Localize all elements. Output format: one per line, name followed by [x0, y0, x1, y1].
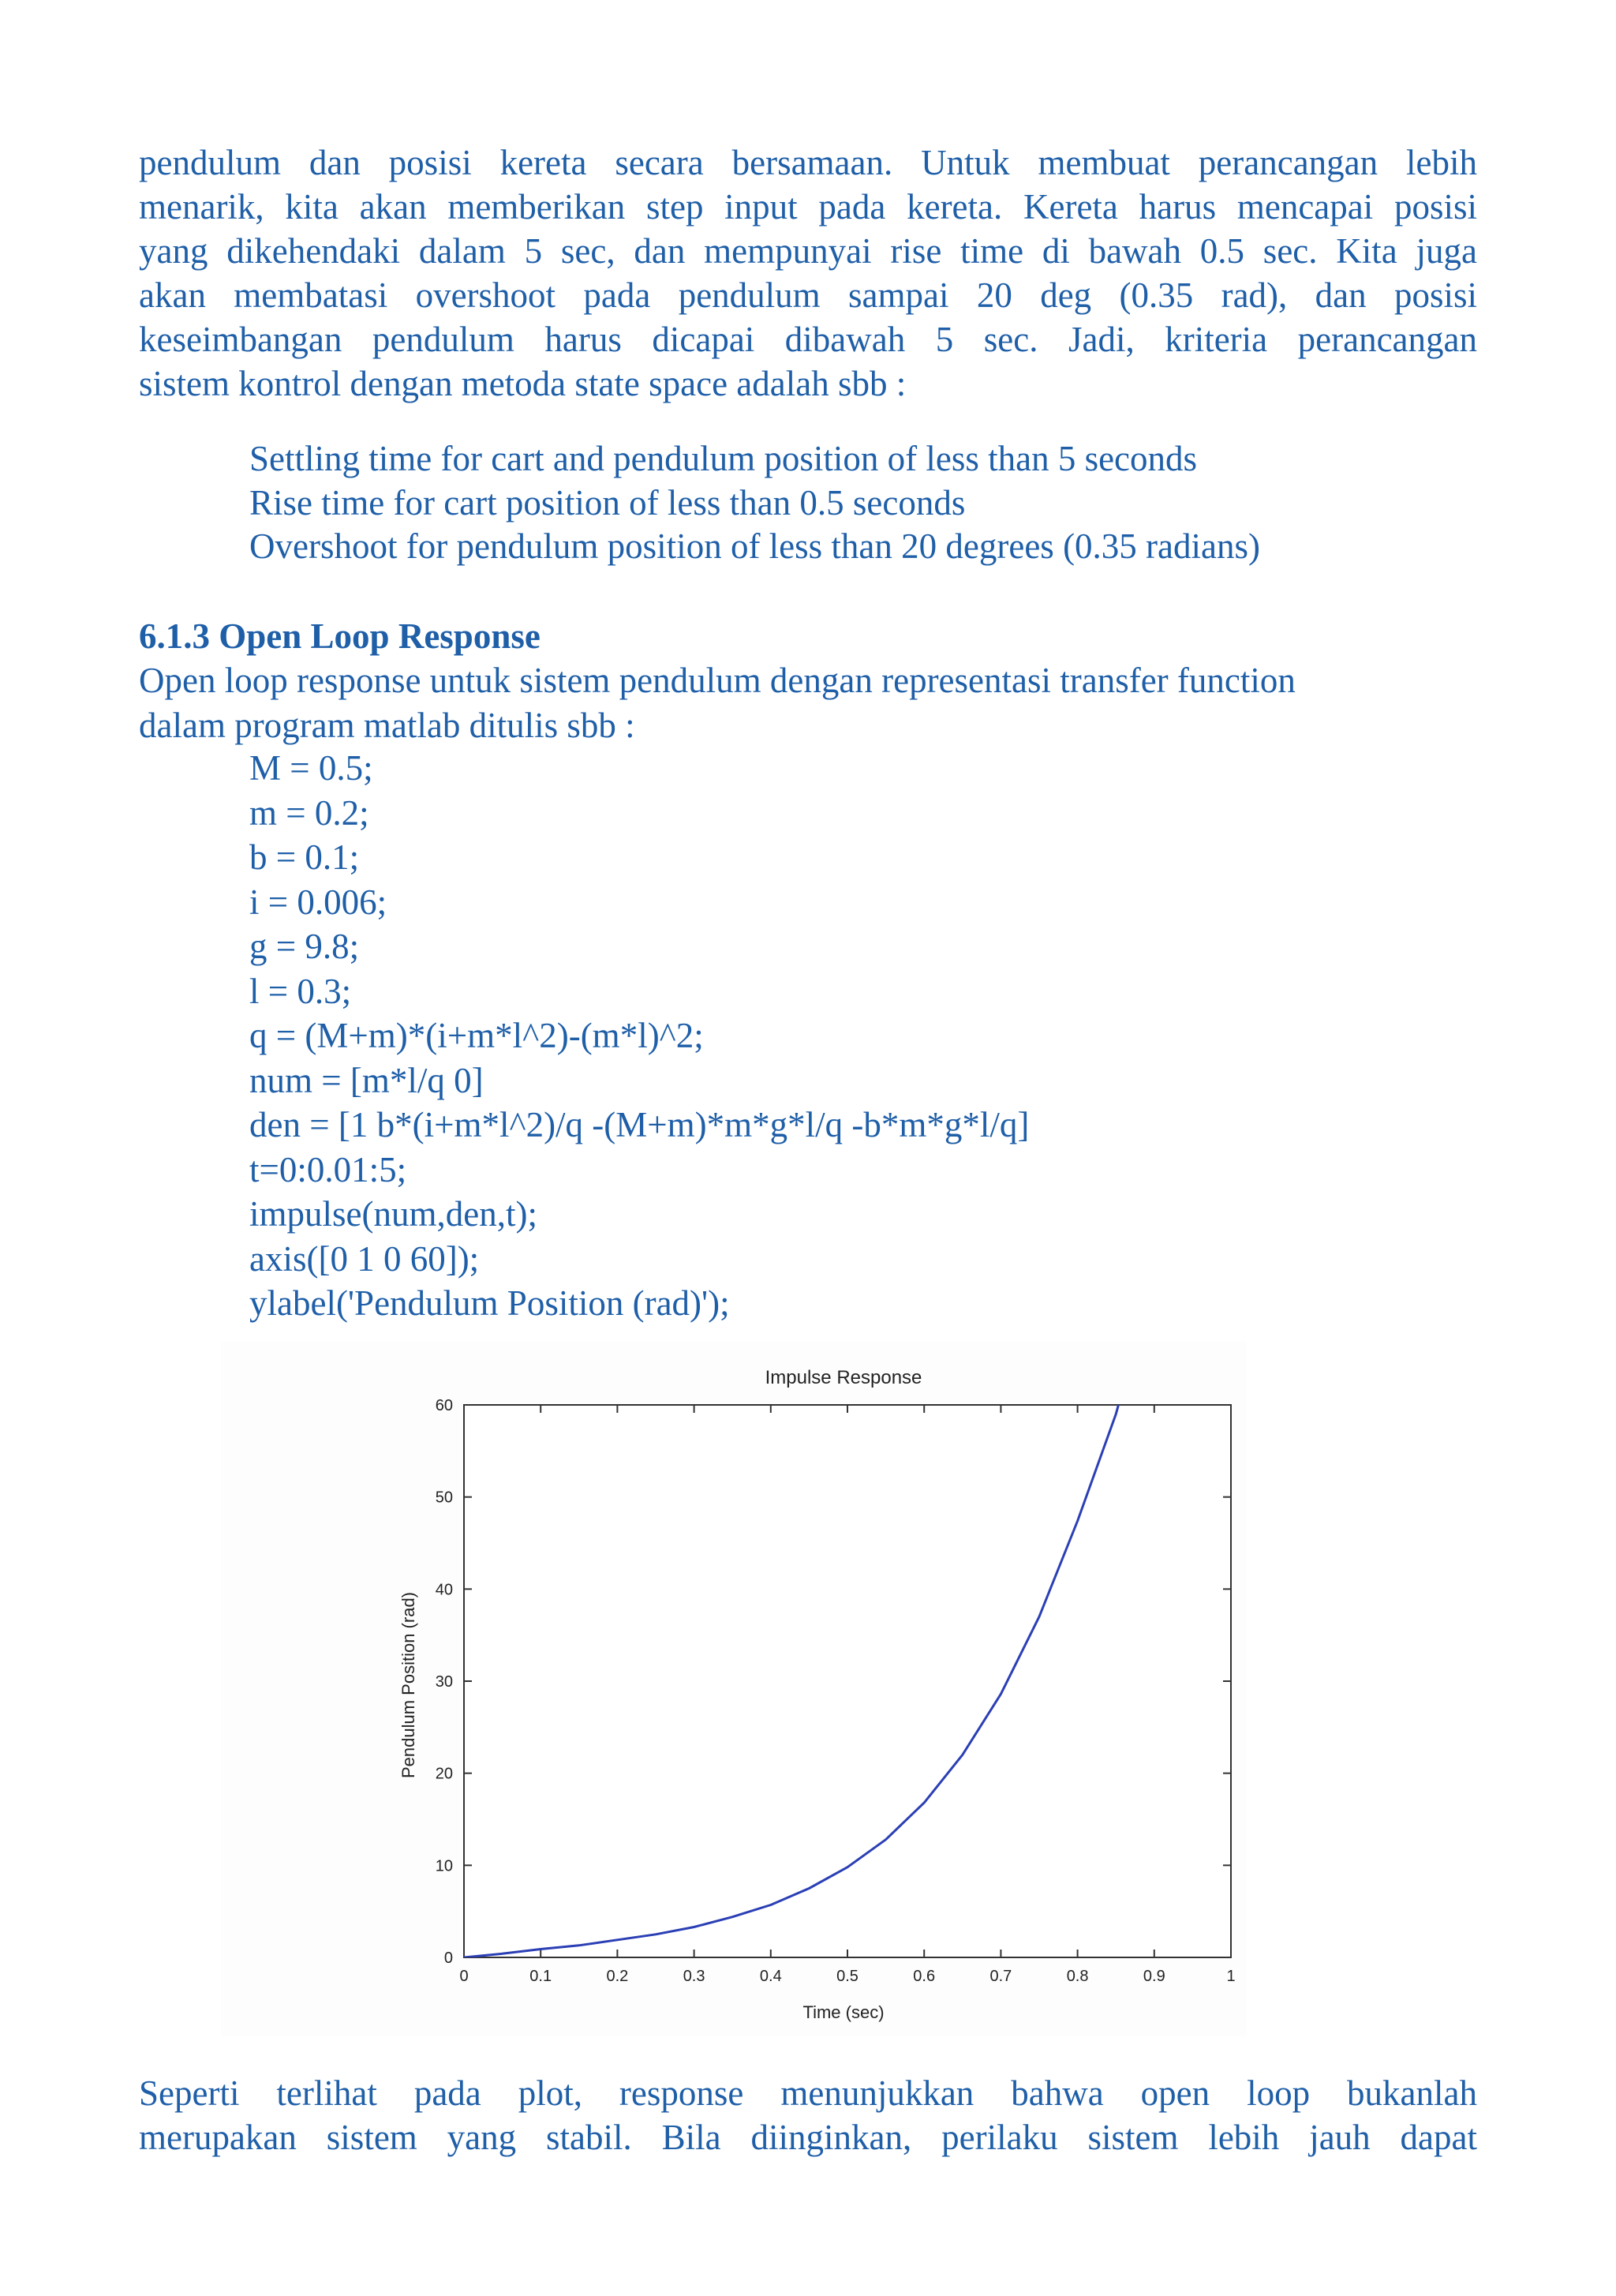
x-tick-label: 0.4 [759, 1968, 782, 1985]
criteria-item: Settling time for cart and pendulum position of less than 5 seconds [249, 439, 1198, 478]
code-line: num = [m*l/q 0] [249, 1060, 484, 1100]
matlab-code-listing [249, 746, 1029, 1326]
y-tick-label: 20 [435, 1765, 453, 1783]
y-tick-label: 40 [435, 1581, 453, 1599]
chart-y-axis-label: Pendulum Position (rad) [398, 1591, 418, 1779]
x-tick-label: 0.2 [606, 1968, 629, 1985]
intro-line: akan membatasi overshoot pada pendulum sampai 20 deg (0.35 rad), dan posisi [139, 275, 1477, 315]
impulse-response-chart [221, 1342, 1247, 2036]
y-tick-label: 60 [435, 1397, 453, 1414]
section-heading: 6.1.3 Open Loop Response [139, 616, 541, 656]
x-tick-label: 0.1 [529, 1968, 552, 1985]
section-intro-line: Open loop response untuk sistem pendulum dengan representasi transfer function [139, 661, 1296, 700]
code-line: t=0:0.01:5; [249, 1149, 407, 1189]
plot-area-frame [464, 1405, 1231, 1957]
x-tick-label: 0 [459, 1968, 469, 1985]
code-line: q = (M+m)*(i+m*l^2)-(m*l)^2; [249, 1016, 704, 1055]
code-line: M = 0.5; [249, 748, 373, 788]
x-tick-label: 0.3 [683, 1968, 705, 1985]
closing-line: merupakan sistem yang stabil. Bila diinginkan, perilaku sistem lebih jauh dapat [139, 2118, 1477, 2157]
design-criteria-list [249, 437, 1260, 569]
y-tick-label: 50 [435, 1489, 453, 1507]
code-line: axis([0 1 0 60]); [249, 1238, 480, 1279]
code-line: ylabel('Pendulum Position (rad)'); [249, 1283, 730, 1323]
chart-title: Impulse Response [765, 1367, 922, 1388]
impulse-response-figure [221, 1342, 1247, 2036]
x-tick-label: 0.8 [1066, 1968, 1089, 1985]
code-line: l = 0.3; [249, 971, 352, 1011]
closing-line: Seperti terlihat pada plot, response menunjukkan bahwa open loop bukanlah [139, 2073, 1477, 2113]
intro-line: pendulum dan posisi kereta secara bersamaan. Untuk membuat perancangan lebih [139, 143, 1477, 182]
code-line: impulse(num,den,t); [249, 1194, 537, 1234]
intro-line: sistem kontrol dengan metoda state space adalah sbb : [139, 364, 907, 403]
code-line: b = 0.1; [249, 837, 360, 877]
section-intro [139, 658, 1296, 748]
y-tick-label: 30 [435, 1673, 453, 1691]
x-tick-label: 0.6 [913, 1968, 936, 1985]
criteria-item: Overshoot for pendulum position of less than 20 degrees (0.35 radians) [249, 526, 1260, 566]
code-line: m = 0.2; [249, 792, 369, 833]
intro-line: menarik, kita akan memberikan step input pada kereta. Kereta harus mencapai posisi [139, 187, 1477, 227]
x-tick-label: 0.7 [989, 1968, 1012, 1985]
chart-x-axis-label: Time (sec) [802, 2002, 885, 2022]
code-line: i = 0.006; [249, 882, 387, 922]
x-tick-label: 0.5 [836, 1968, 858, 1985]
code-line: den = [1 b*(i+m*l^2)/q -(M+m)*m*g*l/q -b*m*g*l/q] [249, 1105, 1030, 1144]
intro-line: keseimbangan pendulum harus dicapai dibawah 5 sec. Jadi, kriteria perancangan [139, 320, 1477, 359]
y-tick-label: 10 [435, 1857, 453, 1875]
y-tick-label: 0 [443, 1950, 453, 1967]
criteria-item: Rise time for cart position of less than 0.5 seconds [249, 482, 966, 522]
x-tick-label: 0.9 [1143, 1968, 1165, 1985]
section-intro-line: dalam program matlab ditulis sbb : [139, 706, 635, 745]
closing-paragraph [139, 2071, 1477, 2159]
code-line: g = 9.8; [249, 927, 360, 966]
intro-paragraph [139, 140, 1477, 406]
x-tick-label: 1 [1226, 1968, 1236, 1985]
intro-line: yang dikehendaki dalam 5 sec, dan mempunyai rise time di bawah 0.5 sec. Kita juga [139, 231, 1477, 271]
